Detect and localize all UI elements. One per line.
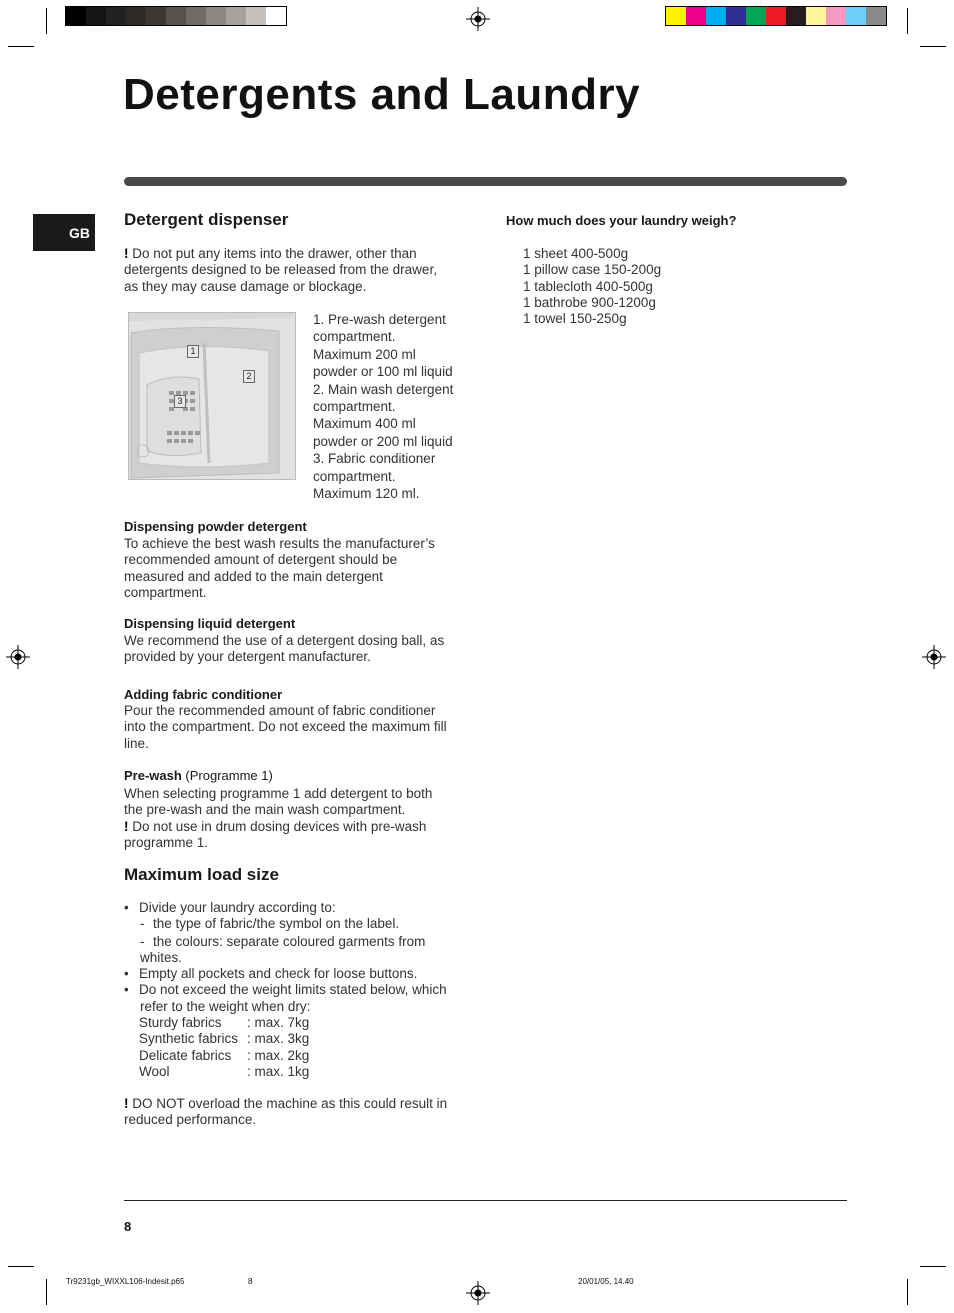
color-swatch bbox=[746, 7, 766, 25]
compartment-line: compartment. bbox=[313, 468, 396, 484]
weights-heading: How much does your laundry weigh? bbox=[506, 213, 737, 228]
registration-target-icon bbox=[466, 1281, 490, 1305]
color-swatch bbox=[106, 7, 126, 25]
compartment-line: powder or 100 ml liquid bbox=[313, 364, 453, 380]
compartment-line: compartment. bbox=[313, 399, 396, 415]
warning-line: Do not put any items into the drawer, other than bbox=[132, 246, 417, 261]
color-bar bbox=[665, 6, 887, 26]
color-swatch bbox=[266, 7, 286, 25]
color-swatch bbox=[146, 7, 166, 25]
text-line: When selecting programme 1 add detergent to both bbox=[124, 786, 433, 801]
bullet: • bbox=[124, 982, 129, 998]
crop-mark bbox=[46, 1279, 47, 1305]
weight-item: 1 bathrobe 900-1200g bbox=[523, 294, 656, 310]
text-line: compartment. bbox=[124, 584, 207, 600]
liquid-heading: Dispensing liquid detergent bbox=[124, 616, 296, 631]
detergent-dispenser-heading: Detergent dispenser bbox=[124, 210, 289, 229]
registration-target-icon bbox=[922, 645, 946, 669]
slug-date: 20/01/05, 14.40 bbox=[578, 1277, 634, 1286]
text-line: recommended amount of detergent should be bbox=[124, 552, 398, 568]
color-swatch bbox=[826, 7, 846, 25]
list-subitem: the type of fabric/the symbol on the label. bbox=[153, 916, 400, 932]
crop-mark bbox=[920, 1266, 946, 1267]
compartment-line: Maximum 400 ml bbox=[313, 416, 416, 432]
conditioner-heading: Adding fabric conditioner bbox=[124, 687, 283, 702]
color-swatch bbox=[726, 7, 746, 25]
bullet: • bbox=[124, 900, 129, 915]
title-rule bbox=[124, 177, 847, 186]
color-swatch bbox=[866, 7, 886, 25]
list-subitem: the colours: separate coloured garments from bbox=[153, 933, 426, 949]
page-title: Detergents and Laundry bbox=[123, 70, 641, 119]
warning-line: reduced performance. bbox=[124, 1112, 257, 1128]
color-swatch bbox=[666, 7, 686, 25]
limit-fabric: Synthetic fabrics bbox=[139, 1031, 239, 1047]
color-swatch bbox=[126, 7, 146, 25]
limit-fabric: Wool bbox=[139, 1063, 170, 1079]
text-line: To achieve the best wash results the manufacturer’s bbox=[124, 536, 435, 551]
compartment-line: Maximum 200 ml bbox=[313, 346, 416, 362]
color-swatch bbox=[706, 7, 726, 25]
crop-mark bbox=[8, 1266, 34, 1267]
text-line: provided by your detergent manufacturer. bbox=[124, 649, 371, 665]
list-subitem-cont: whites. bbox=[140, 949, 183, 965]
color-swatch bbox=[686, 7, 706, 25]
weight-item: 1 pillow case 150-200g bbox=[523, 262, 662, 278]
figure-label-1: 1 bbox=[187, 345, 199, 358]
limit-value: : max. 7kg bbox=[247, 1015, 310, 1031]
text-line: Pour the recommended amount of fabric conditioner bbox=[124, 703, 436, 718]
slug-page: 8 bbox=[248, 1277, 253, 1286]
list-item: Divide your laundry according to: bbox=[139, 900, 336, 915]
prewash-text bbox=[124, 786, 432, 851]
color-swatch bbox=[766, 7, 786, 25]
color-swatch bbox=[206, 7, 226, 25]
weight-item: 1 sheet 400-500g bbox=[523, 246, 629, 261]
dash: - bbox=[140, 933, 145, 949]
prewash-heading-normal: (Programme 1) bbox=[181, 768, 273, 783]
text-line: into the compartment. Do not exceed the maximum fill bbox=[124, 719, 447, 735]
crop-mark bbox=[46, 8, 47, 34]
max-load-heading: Maximum load size bbox=[124, 865, 279, 884]
limit-value: : max. 3kg bbox=[247, 1031, 310, 1047]
crop-mark bbox=[920, 46, 946, 47]
powder-heading: Dispensing powder detergent bbox=[124, 519, 307, 534]
color-swatch bbox=[246, 7, 266, 25]
color-swatch bbox=[86, 7, 106, 25]
dispenser-drawer-drawing bbox=[129, 313, 296, 480]
language-tab: GB bbox=[33, 214, 95, 251]
footer-rule bbox=[124, 1200, 847, 1201]
warning-line: Do not use in drum dosing devices with pre-wash bbox=[132, 818, 427, 834]
max-load-list bbox=[124, 900, 447, 1080]
warning-line: DO NOT overload the machine as this could result in bbox=[132, 1096, 448, 1111]
figure-label-3: 3 bbox=[174, 395, 186, 408]
compartment-list bbox=[313, 311, 453, 502]
text-line: the pre-wash and the main wash compartment. bbox=[124, 802, 406, 818]
figure-label-2: 2 bbox=[243, 370, 255, 383]
crop-mark bbox=[907, 8, 908, 34]
color-swatch bbox=[226, 7, 246, 25]
list-item: Empty all pockets and check for loose buttons. bbox=[139, 966, 418, 982]
color-swatch bbox=[786, 7, 806, 25]
dispenser-drawer-image bbox=[128, 312, 296, 480]
dispenser-warning bbox=[124, 246, 437, 295]
warning-mark: ! bbox=[124, 246, 129, 261]
powder-text bbox=[124, 536, 435, 601]
compartment-line: 1. Pre-wash detergent bbox=[313, 312, 446, 327]
text-line: line. bbox=[124, 735, 149, 751]
warning-line: detergents designed to be released from the drawer, bbox=[124, 262, 437, 278]
limit-value: : max. 2kg bbox=[247, 1047, 310, 1063]
color-swatch bbox=[186, 7, 206, 25]
slug-file: Tr9231gb_WIXXL106-Indesit.p65 bbox=[66, 1277, 185, 1286]
color-swatch bbox=[806, 7, 826, 25]
crop-mark bbox=[8, 46, 34, 47]
warning-line: as they may cause damage or blockage. bbox=[124, 278, 367, 294]
color-swatch bbox=[66, 7, 86, 25]
color-swatch bbox=[166, 7, 186, 25]
limit-fabric: Sturdy fabrics bbox=[139, 1015, 222, 1031]
compartment-line: Maximum 120 ml. bbox=[313, 486, 420, 502]
bullet: • bbox=[124, 966, 129, 982]
prewash-heading-bold: Pre-wash bbox=[124, 768, 182, 783]
text-line: measured and added to the main detergent bbox=[124, 568, 383, 584]
warning-line: programme 1. bbox=[124, 834, 209, 850]
weight-item: 1 tablecloth 400-500g bbox=[523, 278, 653, 294]
overload-warning bbox=[124, 1096, 447, 1129]
grayscale-bar bbox=[65, 6, 287, 26]
limit-fabric: Delicate fabrics bbox=[139, 1047, 232, 1063]
compartment-line: 3. Fabric conditioner bbox=[313, 451, 436, 467]
color-swatch bbox=[846, 7, 866, 25]
list-item-cont: refer to the weight when dry: bbox=[140, 998, 311, 1014]
liquid-text bbox=[124, 633, 444, 666]
dash: - bbox=[140, 916, 145, 932]
conditioner-text bbox=[124, 703, 447, 752]
text-line: We recommend the use of a detergent dosing ball, as bbox=[124, 633, 445, 648]
compartment-line: 2. Main wash detergent bbox=[313, 381, 454, 397]
list-item: Do not exceed the weight limits stated below, which bbox=[139, 982, 447, 998]
compartment-line: powder or 200 ml liquid bbox=[313, 433, 453, 449]
prewash-heading bbox=[124, 768, 273, 783]
limit-value: : max. 1kg bbox=[247, 1063, 310, 1079]
compartment-line: compartment. bbox=[313, 329, 396, 345]
registration-target-icon bbox=[6, 645, 30, 669]
weights-list bbox=[523, 246, 661, 327]
warning-mark: ! bbox=[124, 818, 129, 834]
warning-mark: ! bbox=[124, 1096, 129, 1111]
page-number: 8 bbox=[124, 1219, 132, 1234]
weight-item: 1 towel 150-250g bbox=[523, 311, 627, 327]
crop-mark bbox=[907, 1279, 908, 1305]
registration-target-icon bbox=[466, 7, 490, 31]
